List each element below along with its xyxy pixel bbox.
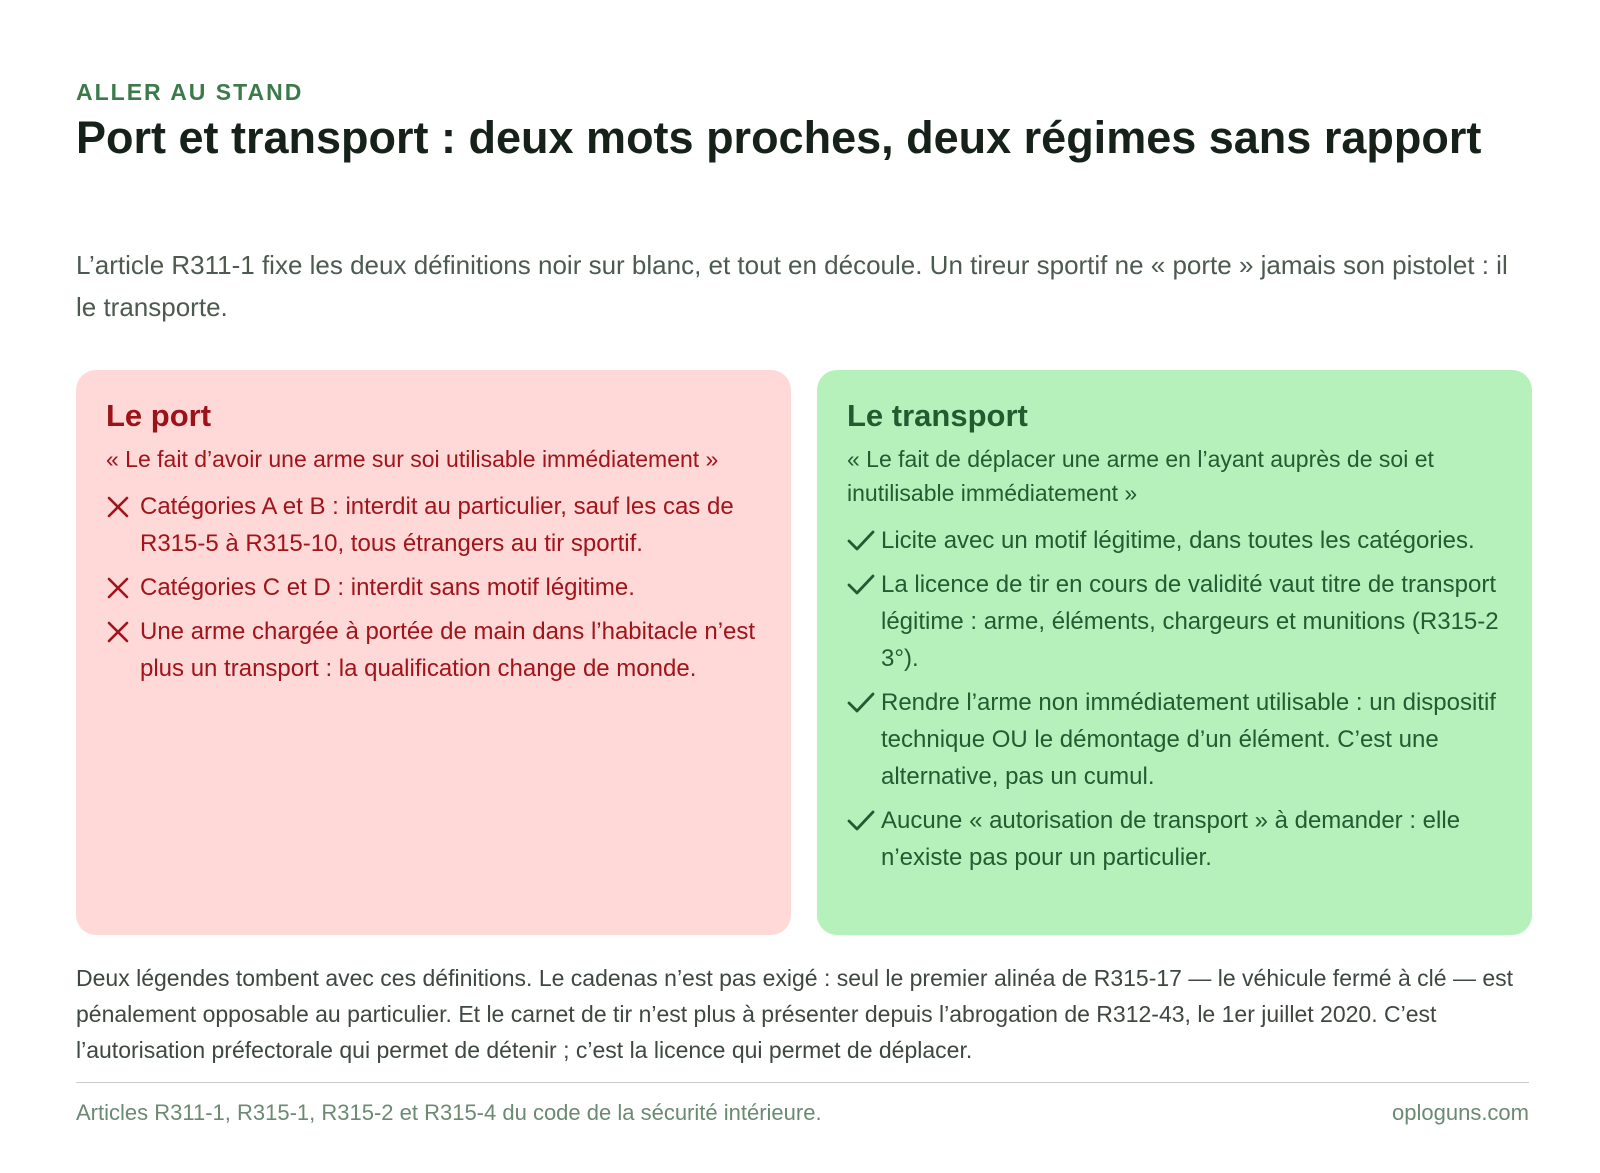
list-item [847,684,1502,795]
list-item [106,488,761,562]
list-item [106,569,761,606]
check-icon [847,684,881,721]
list-item-text: Catégories A et B : interdit au particulier, sauf les cas de R315-5 à R315-10, tous étrangers au tir sportif. [140,493,734,557]
cross-icon [106,488,140,525]
transport-definition: « Le fait de déplacer une arme en l’ayant auprès de soi et inutilisable immédiatement » [847,446,1434,506]
list-item-text: Aucune « autorisation de transport » à demander : elle n’existe pas pour un particulier. [881,807,1461,871]
list-item-text: La licence de tir en cours de validité vaut titre de transport légitime : arme, éléments, chargeurs et munitions (R315-2 3°). [881,571,1499,672]
cross-icon [106,569,140,606]
lead-paragraph: L’article R311-1 fixe les deux définitions noir sur blanc, et tout en découle. Un tireur sportif ne « porte » jamais son pistolet : il le transporte. [76,250,1508,322]
port-card [76,370,791,935]
port-card-title: Le port [106,398,212,433]
divider [76,1082,1529,1083]
port-definition: « Le fait d’avoir une arme sur soi utilisable immédiatement » [106,446,719,472]
cross-icon [106,613,140,650]
list-item-text: Catégories C et D : interdit sans motif légitime. [140,574,635,601]
list-item-text: Licite avec un motif légitime, dans toutes les catégories. [881,527,1475,554]
check-icon [847,566,881,603]
list-item [847,522,1502,559]
footer-site: oploguns.com [1392,1100,1529,1125]
page-title: Port et transport : deux mots proches, deux régimes sans rapport [76,112,1482,163]
closing-paragraph: Deux légendes tombent avec ces définitions. Le cadenas n’est pas exigé : seul le premier alinéa de R315-17 — le véhicule fermé à clé — est pénalement opposable au particulier. Et le carnet de tir n’est plus à présenter depuis l’abrogation de R312-43, le 1er juillet 2020. C’est l’autorisation préfectorale qui permet de détenir ; c’est la licence qui permet de déplacer. [76,965,1514,1063]
footer-source: Articles R311-1, R315-1, R315-2 et R315-4 du code de la sécurité intérieure. [76,1100,822,1125]
transport-items-list [847,522,1502,876]
list-item-text: Rendre l’arme non immédiatement utilisable : un dispositif technique OU le démontage d’un élément. C’est une alternative, pas un cumul. [881,689,1496,790]
check-icon [847,522,881,559]
section-eyebrow: ALLER AU STAND [76,79,304,105]
transport-card [817,370,1532,935]
list-item [106,613,761,687]
check-icon [847,802,881,839]
list-item [847,802,1502,876]
list-item [847,566,1502,677]
transport-card-title: Le transport [847,398,1028,433]
port-items-list [106,488,761,687]
list-item-text: Une arme chargée à portée de main dans l’habitacle n’est plus un transport : la qualification change de monde. [140,618,756,682]
